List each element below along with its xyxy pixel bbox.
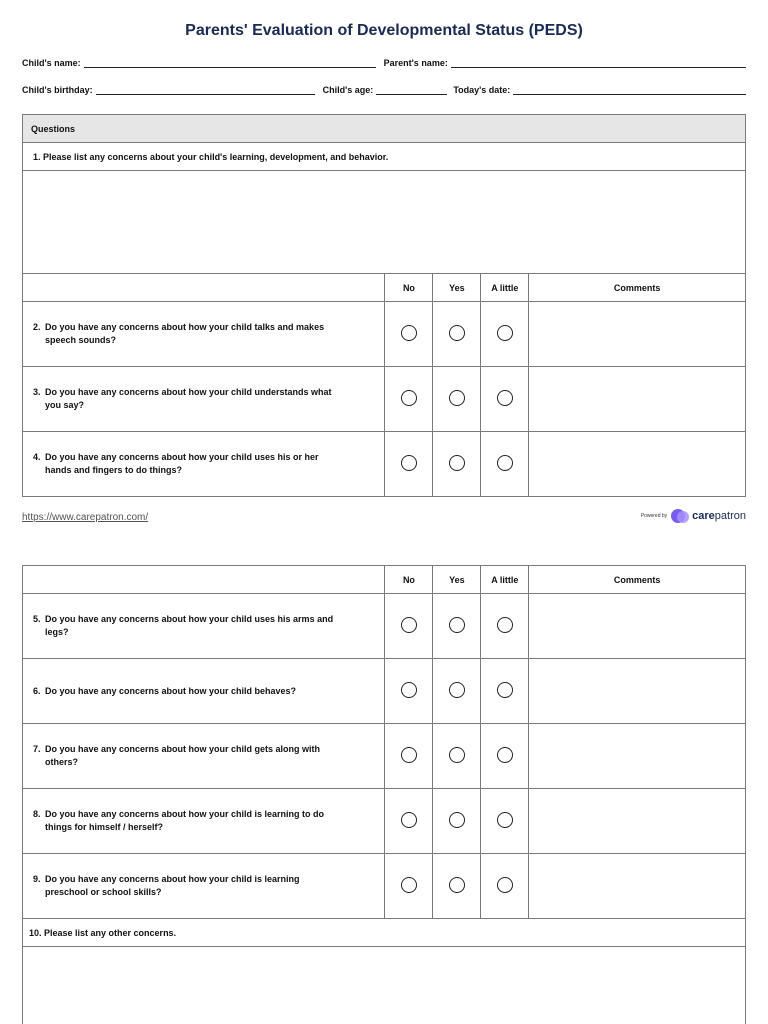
column-header-yes: Yes bbox=[433, 274, 481, 302]
radio-a-little[interactable] bbox=[497, 682, 513, 698]
todays-date-field[interactable] bbox=[513, 85, 746, 95]
option-a-little-cell bbox=[481, 432, 529, 497]
question-line: Do you have any concerns about how your child is learning bbox=[45, 874, 300, 884]
brand-name-bold: care bbox=[692, 510, 715, 522]
carepatron-brand bbox=[641, 509, 746, 523]
question-text bbox=[23, 302, 385, 367]
option-yes-cell bbox=[433, 789, 481, 854]
question-line: Do you have any concerns about how your child is learning to do bbox=[45, 809, 325, 819]
question-line: Do you have any concerns about how your child uses his arms and bbox=[45, 614, 334, 624]
question-number: 2. bbox=[33, 322, 41, 332]
radio-yes[interactable] bbox=[449, 617, 465, 633]
option-no-cell bbox=[385, 854, 433, 919]
table-row bbox=[23, 789, 746, 854]
radio-a-little[interactable] bbox=[497, 325, 513, 341]
radio-no[interactable] bbox=[401, 747, 417, 763]
question-line: preschool or school skills? bbox=[45, 887, 162, 897]
radio-yes[interactable] bbox=[449, 877, 465, 893]
question-number: 9. bbox=[33, 874, 41, 884]
option-no-cell bbox=[385, 432, 433, 497]
radio-yes[interactable] bbox=[449, 325, 465, 341]
column-header-a-little: A little bbox=[481, 274, 529, 302]
column-header-comments: Comments bbox=[529, 566, 746, 594]
radio-yes[interactable] bbox=[449, 682, 465, 698]
question-line: others? bbox=[45, 757, 79, 767]
todays-date-label: Today's date: bbox=[453, 85, 511, 95]
comments-field[interactable] bbox=[529, 594, 746, 659]
option-yes-cell bbox=[433, 432, 481, 497]
option-no-cell bbox=[385, 659, 433, 724]
question-1-answer-area[interactable] bbox=[23, 171, 746, 274]
childs-birthday-field[interactable] bbox=[96, 85, 315, 95]
table-row bbox=[23, 659, 746, 724]
childs-name-label: Child's name: bbox=[22, 58, 81, 68]
carepatron-logo-icon bbox=[671, 509, 689, 523]
question-number: 7. bbox=[33, 744, 41, 754]
option-a-little-cell bbox=[481, 594, 529, 659]
comments-field[interactable] bbox=[529, 854, 746, 919]
option-a-little-cell bbox=[481, 854, 529, 919]
questions-table-page2 bbox=[22, 565, 746, 1024]
question-line: legs? bbox=[45, 627, 69, 637]
question-line: Do you have any concerns about how your child uses his or her bbox=[45, 452, 319, 462]
radio-no[interactable] bbox=[401, 617, 417, 633]
question-line: you say? bbox=[45, 400, 85, 410]
option-a-little-cell bbox=[481, 302, 529, 367]
table-row bbox=[23, 302, 746, 367]
details-fields-row bbox=[22, 85, 746, 95]
option-no-cell bbox=[385, 594, 433, 659]
question-10: 10. Please list any other concerns. bbox=[23, 919, 746, 947]
questions-header: Questions bbox=[23, 115, 746, 143]
radio-a-little[interactable] bbox=[497, 455, 513, 471]
table-row bbox=[23, 367, 746, 432]
question-text bbox=[23, 594, 385, 659]
radio-yes[interactable] bbox=[449, 390, 465, 406]
question-text bbox=[23, 789, 385, 854]
comments-field[interactable] bbox=[529, 659, 746, 724]
question-line: speech sounds? bbox=[45, 335, 117, 345]
page-title: Parents' Evaluation of Developmental Status (PEDS) bbox=[185, 22, 583, 39]
table-row bbox=[23, 854, 746, 919]
radio-no[interactable] bbox=[401, 390, 417, 406]
parents-name-field[interactable] bbox=[451, 58, 746, 68]
table-row bbox=[23, 432, 746, 497]
radio-no[interactable] bbox=[401, 812, 417, 828]
option-a-little-cell bbox=[481, 659, 529, 724]
brand-name-rest: patron bbox=[714, 510, 746, 522]
column-header-row bbox=[23, 274, 746, 302]
radio-yes[interactable] bbox=[449, 455, 465, 471]
brand-name bbox=[692, 510, 746, 522]
radio-a-little[interactable] bbox=[497, 747, 513, 763]
question-1: 1. Please list any concerns about your child's learning, development, and behavior. bbox=[23, 143, 746, 171]
radio-a-little[interactable] bbox=[497, 390, 513, 406]
comments-field[interactable] bbox=[529, 302, 746, 367]
question-line: Do you have any concerns about how your child understands what bbox=[45, 387, 332, 397]
radio-yes[interactable] bbox=[449, 747, 465, 763]
question-line: Do you have any concerns about how your child behaves? bbox=[45, 685, 297, 696]
question-text bbox=[23, 854, 385, 919]
question-line: hands and fingers to do things? bbox=[45, 465, 182, 475]
option-yes-cell bbox=[433, 367, 481, 432]
table-row bbox=[23, 724, 746, 789]
column-header-a-little: A little bbox=[481, 566, 529, 594]
option-no-cell bbox=[385, 724, 433, 789]
radio-a-little[interactable] bbox=[497, 812, 513, 828]
childs-age-field[interactable] bbox=[376, 85, 447, 95]
column-header-row bbox=[23, 566, 746, 594]
radio-a-little[interactable] bbox=[497, 617, 513, 633]
option-a-little-cell bbox=[481, 367, 529, 432]
column-header-question bbox=[23, 274, 385, 302]
question-10-answer-area[interactable] bbox=[23, 947, 746, 1024]
question-text bbox=[23, 724, 385, 789]
question-number: 3. bbox=[33, 387, 41, 397]
radio-a-little[interactable] bbox=[497, 877, 513, 893]
parents-name-label: Parent's name: bbox=[383, 58, 448, 68]
childs-name-field[interactable] bbox=[84, 58, 376, 68]
childs-age-label: Child's age: bbox=[322, 85, 374, 95]
column-header-question bbox=[23, 566, 385, 594]
question-line: Do you have any concerns about how your child talks and makes bbox=[45, 322, 325, 332]
option-yes-cell bbox=[433, 302, 481, 367]
name-fields-row bbox=[22, 58, 746, 68]
column-header-no: No bbox=[385, 274, 433, 302]
radio-yes[interactable] bbox=[449, 812, 465, 828]
question-text bbox=[23, 659, 385, 724]
option-yes-cell bbox=[433, 594, 481, 659]
comments-field[interactable] bbox=[529, 367, 746, 432]
table-row bbox=[23, 594, 746, 659]
question-text bbox=[23, 367, 385, 432]
childs-birthday-label: Child's birthday: bbox=[22, 85, 93, 95]
question-line: things for himself / herself? bbox=[45, 822, 164, 832]
question-line: Do you have any concerns about how your child gets along with bbox=[45, 744, 321, 754]
question-number: 8. bbox=[33, 809, 41, 819]
comments-field[interactable] bbox=[529, 432, 746, 497]
radio-no[interactable] bbox=[401, 455, 417, 471]
radio-no[interactable] bbox=[401, 325, 417, 341]
option-yes-cell bbox=[433, 659, 481, 724]
column-header-comments: Comments bbox=[529, 274, 746, 302]
powered-by-text: Powered by bbox=[640, 513, 668, 519]
comments-field[interactable] bbox=[529, 724, 746, 789]
option-no-cell bbox=[385, 302, 433, 367]
radio-no[interactable] bbox=[401, 877, 417, 893]
question-number: 4. bbox=[33, 452, 41, 462]
column-header-no: No bbox=[385, 566, 433, 594]
option-a-little-cell bbox=[481, 789, 529, 854]
option-yes-cell bbox=[433, 854, 481, 919]
comments-field[interactable] bbox=[529, 789, 746, 854]
column-header-yes: Yes bbox=[433, 566, 481, 594]
question-number: 6. bbox=[33, 685, 41, 696]
option-no-cell bbox=[385, 367, 433, 432]
option-yes-cell bbox=[433, 724, 481, 789]
footer-link[interactable]: https://www.carepatron.com/ bbox=[22, 512, 149, 523]
option-no-cell bbox=[385, 789, 433, 854]
question-number: 5. bbox=[33, 614, 41, 624]
radio-no[interactable] bbox=[401, 682, 417, 698]
questions-table-page1 bbox=[22, 114, 746, 497]
question-text bbox=[23, 432, 385, 497]
option-a-little-cell bbox=[481, 724, 529, 789]
